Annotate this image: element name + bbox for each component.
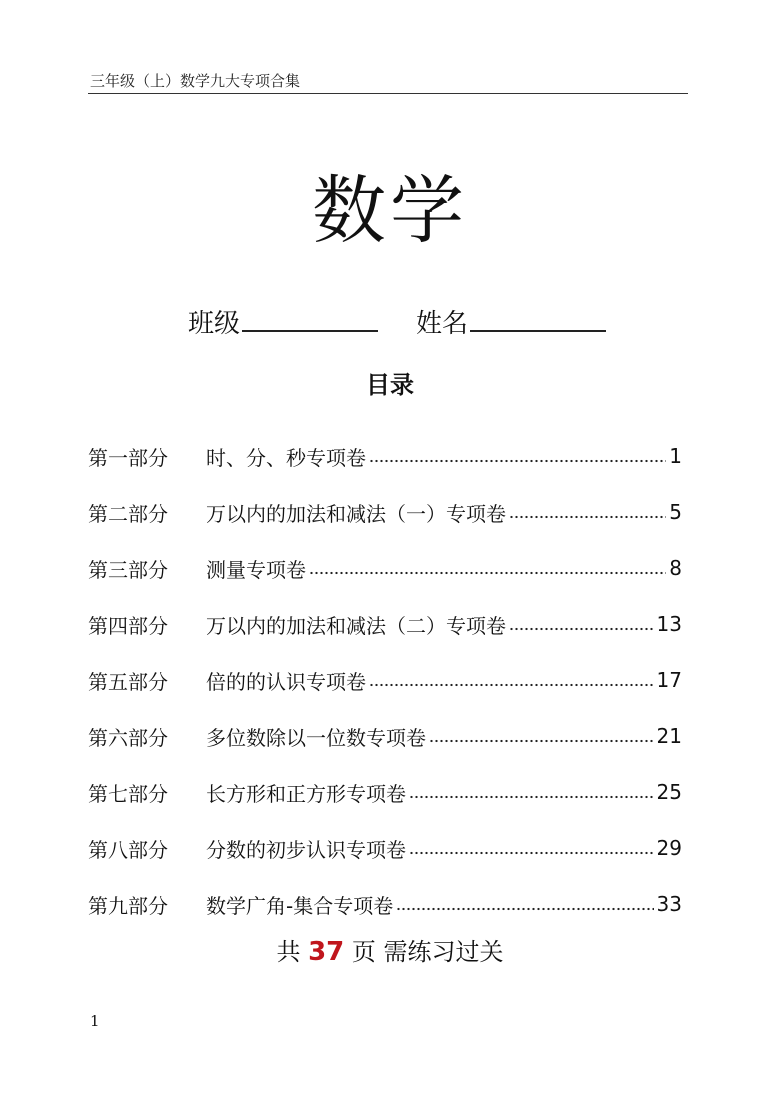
toc-title: 时、分、秒专项卷 [206, 445, 366, 470]
page-number: 1 [90, 1012, 100, 1030]
document-title: 数学 [312, 168, 468, 254]
class-blank-line [242, 300, 378, 332]
toc-part: 第九部分 [88, 893, 168, 918]
toc-part: 第五部分 [88, 669, 168, 694]
class-field [188, 300, 378, 340]
toc-page-number: 33 [656, 892, 682, 916]
toc-title: 万以内的加法和减法（二）专项卷 [206, 613, 506, 638]
student-info-fields [188, 300, 606, 340]
toc-title: 长方形和正方形专项卷 [206, 781, 406, 806]
toc-entry [88, 596, 682, 652]
toc-title: 数学广角-集合专项卷 [206, 893, 394, 918]
toc-title: 分数的初步认识专项卷 [206, 837, 406, 862]
dot-leader [409, 794, 654, 800]
toc-part: 第二部分 [88, 501, 168, 526]
toc-part: 第八部分 [88, 837, 168, 862]
toc-page-number: 13 [656, 612, 682, 636]
toc-title: 多位数除以一位数专项卷 [206, 725, 426, 750]
toc-part: 第七部分 [88, 781, 168, 806]
toc-part: 第六部分 [88, 725, 168, 750]
header-rule [88, 93, 688, 94]
toc-title: 万以内的加法和减法（一）专项卷 [206, 501, 506, 526]
toc-entry [88, 708, 682, 764]
toc-entry [88, 428, 682, 484]
toc-page-number: 17 [656, 668, 682, 692]
toc-page-number: 25 [656, 780, 682, 804]
toc-entry [88, 876, 682, 932]
dot-leader [409, 850, 654, 856]
toc-title: 测量专项卷 [206, 557, 306, 582]
dot-leader [309, 570, 666, 576]
class-label: 班级 [188, 309, 241, 339]
running-header: 三年级（上）数学九大专项合集 [90, 72, 301, 90]
toc-page-number: 5 [669, 500, 682, 524]
table-of-contents [88, 428, 682, 932]
toc-entry [88, 484, 682, 540]
toc-page-number: 29 [656, 836, 682, 860]
toc-part: 第一部分 [88, 445, 168, 470]
toc-page-number: 8 [669, 556, 682, 580]
dot-leader [396, 906, 653, 912]
dot-leader [509, 626, 654, 632]
toc-entry [88, 652, 682, 708]
toc-title: 倍的的认识专项卷 [206, 669, 366, 694]
page-count-number: 37 [308, 937, 345, 967]
name-blank-line [470, 300, 606, 332]
dot-leader [509, 514, 666, 520]
toc-page-number: 1 [669, 444, 682, 468]
page-count-suffix: 页 需练习过关 [351, 938, 504, 966]
name-field [416, 300, 606, 340]
page-count-prefix: 共 [276, 938, 301, 966]
toc-heading: 目录 [366, 371, 414, 399]
toc-entry [88, 540, 682, 596]
toc-part: 第三部分 [88, 557, 168, 582]
dot-leader [429, 738, 654, 744]
toc-part: 第四部分 [88, 613, 168, 638]
toc-entry [88, 820, 682, 876]
page-count-note [0, 932, 780, 967]
toc-entry [88, 764, 682, 820]
toc-page-number: 21 [656, 724, 682, 748]
name-label: 姓名 [416, 309, 469, 339]
dot-leader [369, 682, 654, 688]
dot-leader [369, 458, 666, 464]
